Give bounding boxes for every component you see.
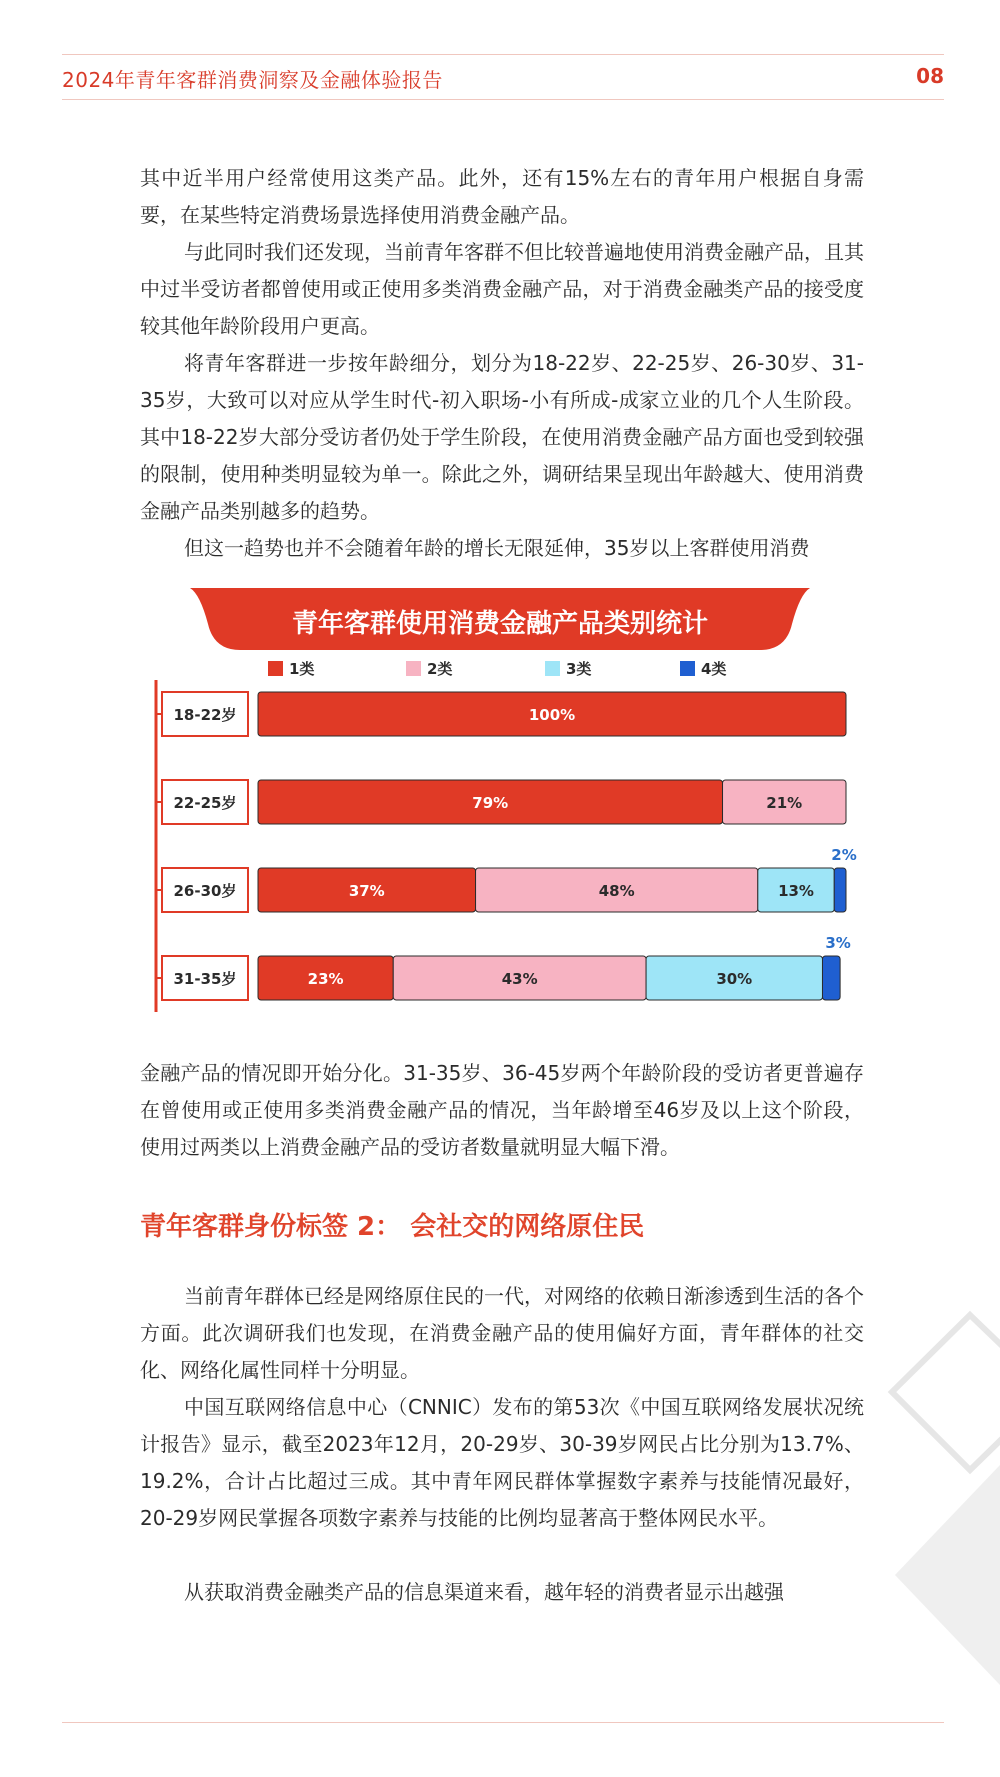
category-label: 26-30岁	[173, 882, 237, 900]
paragraph-7: 中国互联网络信息中心（CNNIC）发布的第53次《中国互联网络发展状况统计报告》显示，截至2023年12月，20-29岁、30-39岁网民占比分别为13.7%、19.2%，合计占比超过三成。其中青年网民群体掌握数字素养与技能情况最好，20-29岁网民掌握各项数字素养与技能的比例均显著高于整体网民水平。	[140, 1395, 864, 1530]
legend-label: 1类	[289, 660, 315, 678]
page-number: 08	[916, 64, 944, 88]
legend-label: 2类	[427, 660, 453, 678]
paragraph-4: 但这一趋势也并不会随着年龄的增长无限延伸，35岁以上客群使用消费	[184, 536, 810, 560]
report-title: 2024年青年客群消费洞察及金融体验报告	[62, 68, 443, 92]
category-label: 22-25岁	[173, 794, 237, 812]
data-label: 2%	[831, 846, 857, 864]
data-label: 3%	[825, 934, 851, 952]
filled-diamond-shape	[895, 1465, 1000, 1685]
data-label: 21%	[766, 794, 803, 812]
data-label: 37%	[348, 882, 385, 900]
section-title: 青年客群身份标签 2： 会社交的网络原住民	[140, 1212, 645, 1242]
paragraph-8: 从获取消费金融类产品的信息渠道来看，越年轻的消费者显示出越强	[184, 1580, 784, 1604]
category-label: 18-22岁	[173, 706, 237, 724]
data-label: 100%	[528, 706, 576, 724]
data-label: 43%	[501, 970, 538, 988]
paragraph-2: 与此同时我们还发现，当前青年客群不但比较普遍地使用消费金融产品，且其中过半受访者都曾使用或正使用多类消费金融产品，对于消费金融类产品的接受度较其他年龄阶段用户更高。	[140, 240, 864, 338]
footer-rule	[62, 1722, 944, 1723]
chart-title: 青年客群使用消费金融产品类别统计	[291, 609, 709, 639]
paragraph-5: 金融产品的情况即开始分化。31-35岁、36-45岁两个年龄阶段的受访者更普遍存在曾使用或正使用多类消费金融产品的情况，当年龄增至46岁及以上这个阶段，使用过两类以上消费金融产品的受访者数量就明显大幅下滑。	[140, 1061, 864, 1159]
legend-label: 3类	[566, 660, 592, 678]
category-label: 31-35岁	[173, 970, 237, 988]
paragraph-6: 当前青年群体已经是网络原住民的一代，对网络的依赖日渐渗透到生活的各个方面。此次调研我们也发现，在消费金融产品的使用偏好方面，青年群体的社交化、网络化属性同样十分明显。	[140, 1284, 864, 1382]
data-label: 79%	[472, 794, 509, 812]
data-label: 13%	[778, 882, 814, 900]
data-label: 23%	[307, 970, 344, 988]
legend-label: 4类	[701, 660, 727, 678]
paragraph-1: 其中近半用户经常使用这类产品。此外，还有15%左右的青年用户根据自身需要，在某些特定消费场景选择使用消费金融产品。	[140, 166, 864, 227]
data-label: 30%	[716, 970, 753, 988]
outline-diamond-shape	[892, 1315, 1000, 1470]
data-label: 48%	[598, 882, 635, 900]
paragraph-3: 将青年客群进一步按年龄细分，划分为18-22岁、22-25岁、26-30岁、31-35岁，大致可以对应从学生时代-初入职场-小有所成-成家立业的几个人生阶段。其中18-22岁大部分受访者仍处于学生阶段，在使用消费金融产品方面也受到较强的限制，使用种类明显较为单一。除此之外，调研结果呈现出年龄越大、使用消费金融产品类别越多的趋势。	[140, 351, 864, 523]
